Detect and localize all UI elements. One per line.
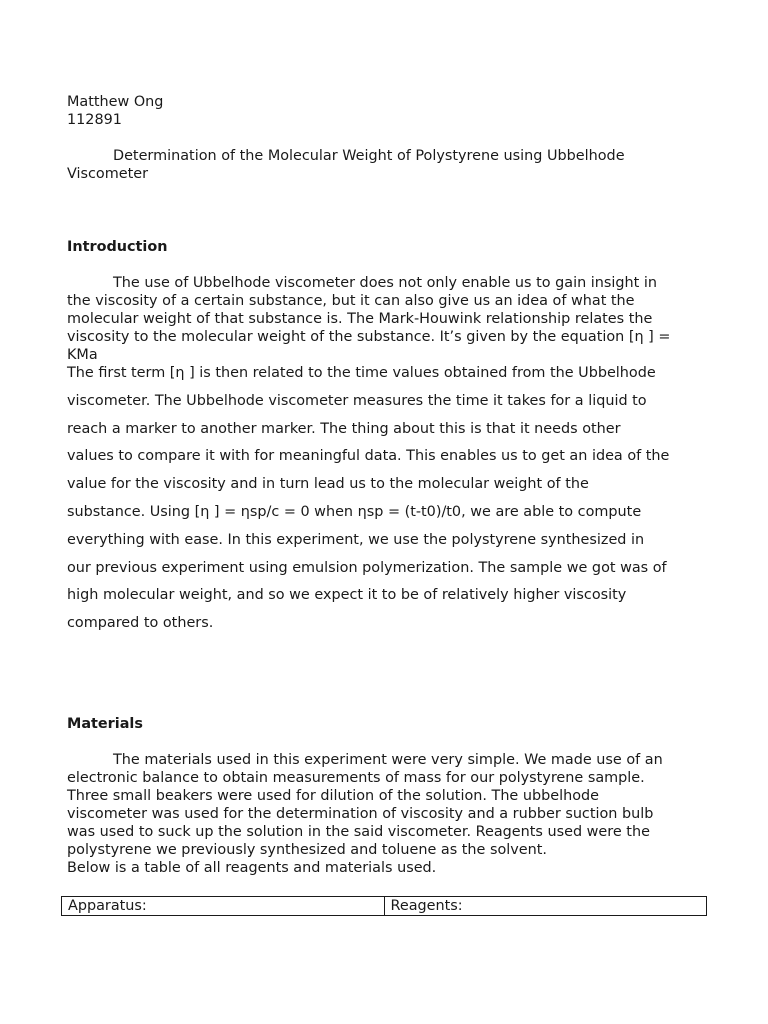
introduction-paragraph-2 — [67, 360, 707, 638]
text-line: was used to suck up the solution in the said viscometer. Reagents used were the — [67, 824, 650, 840]
text-line: the viscosity of a certain substance, but it can also give us an idea of what the — [67, 293, 635, 309]
text-line: electronic balance to obtain measurements of mass for our polystyrene sample. — [67, 770, 645, 786]
document-title-line-2: Viscometer — [67, 166, 149, 182]
text-line: Below is a table of all reagents and materials used. — [67, 860, 437, 876]
introduction-heading: Introduction — [67, 239, 168, 255]
introduction-paragraph-1 — [67, 274, 707, 364]
table-header-row — [62, 897, 707, 916]
text-line: everything with ease. In this experiment, we use the polystyrene synthesized in — [67, 531, 645, 548]
text-line: compared to others. — [67, 615, 214, 632]
text-line: molecular weight of that substance is. The Mark-Houwink relationship relates the — [67, 311, 653, 327]
table-header-apparatus: Apparatus: — [62, 897, 385, 916]
text-line: viscosity to the molecular weight of the substance. It’s given by the equation [η ] = — [67, 329, 671, 345]
materials-heading: Materials — [67, 716, 143, 732]
text-line: our previous experiment using emulsion polymerization. The sample we got was of — [67, 559, 667, 576]
author-id: 112891 — [67, 112, 122, 128]
text-line: viscometer was used for the determination of viscosity and a rubber suction bulb — [67, 806, 654, 822]
text-line: value for the viscosity and in turn lead us to the molecular weight of the — [67, 476, 589, 493]
document-title-line-1: Determination of the Molecular Weight of Polystyrene using Ubbelhode — [113, 148, 625, 164]
text-line: The use of Ubbelhode viscometer does not only enable us to gain insight in — [113, 275, 657, 291]
author-name: Matthew Ong — [67, 94, 164, 110]
text-line: The materials used in this experiment were very simple. We made use of an — [113, 752, 663, 768]
table-header-reagents: Reagents: — [384, 897, 707, 916]
text-line: polystyrene we previously synthesized and toluene as the solvent. — [67, 842, 547, 858]
text-line: The first term [η ] is then related to the time values obtained from the Ubbelhode — [67, 365, 656, 381]
text-line: high molecular weight, and so we expect it to be of relatively higher viscosity — [67, 587, 627, 604]
text-line: substance. Using [η ] = ηsp/c = 0 when ηsp = (t-t0)/t0, we are able to compute — [67, 503, 642, 520]
text-line: reach a marker to another marker. The thing about this is that it needs other — [67, 420, 621, 437]
materials-paragraph — [67, 751, 707, 877]
materials-table — [61, 896, 707, 916]
text-line: KMa — [67, 347, 98, 363]
text-line: viscometer. The Ubbelhode viscometer measures the time it takes for a liquid to — [67, 392, 647, 409]
text-line: values to compare it with for meaningful data. This enables us to get an idea of the — [67, 448, 670, 465]
text-line: Three small beakers were used for dilution of the solution. The ubbelhode — [67, 788, 600, 804]
